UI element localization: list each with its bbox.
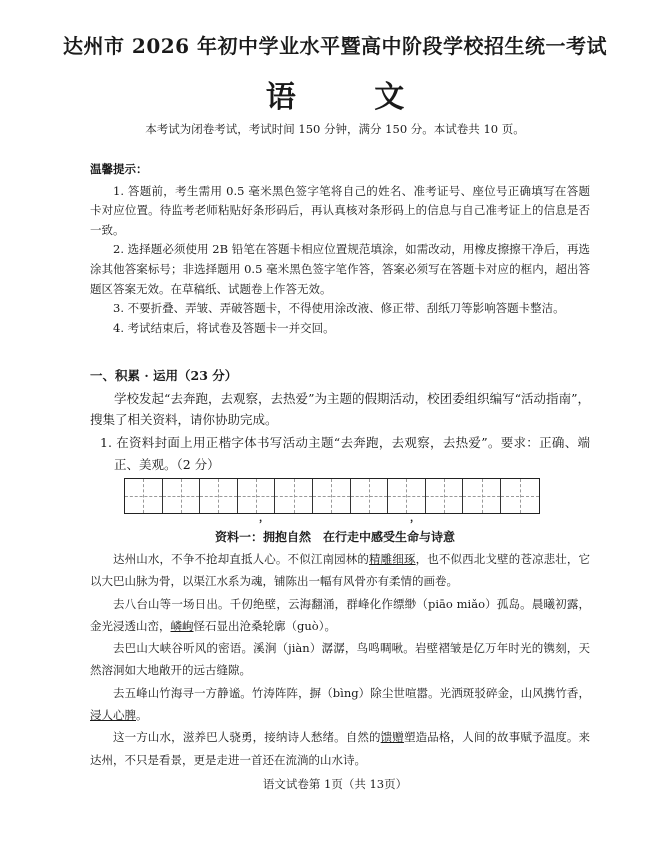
- grid-cell[interactable]: [163, 479, 201, 513]
- underlined-term: 精雕细琢: [369, 552, 416, 566]
- text-run: 去八台山等一场日出。千仞绝壁，云海翻涌，群峰化作缥缈（piāo miǎo）孤岛。晨曦初露，金光浸透山峦，: [90, 596, 590, 633]
- subject-title: 语 文: [265, 80, 439, 115]
- material-paragraph: [90, 726, 590, 771]
- grid-cell[interactable]: [351, 479, 389, 513]
- underlined-term: 馈赠: [380, 730, 404, 745]
- material-body: [90, 548, 590, 771]
- text-run: 塑造品格，人间的故事赋予温度。来达州，不只是看景，更是走进一首还在流淌的山水诗。: [90, 730, 591, 767]
- writing-grid[interactable]: [124, 478, 540, 514]
- question-1: 1. 在资料封面上用正楷字体书写活动主题“去奔跑，去观察，去热爱”。要求：正确、端正、美观。（2 分）: [100, 435, 590, 472]
- text-run: 达州山水，不争不抢却直抵人心。不似江南园林的: [113, 552, 370, 566]
- underlined-term: 嶙峋: [170, 618, 194, 633]
- material-paragraph: [90, 682, 590, 727]
- material-title: 资料一：拥抱自然 在行走中感受生命与诗意: [214, 530, 455, 544]
- grid-cell[interactable]: [238, 479, 276, 513]
- text-run: 这一方山水，滋养巴人骁勇，接纳诗人愁绪。自然的: [113, 730, 381, 745]
- text-run: ，也不似西北戈壁的苍凉悲壮，它以大巴山脉为骨，以渠江水系为魂，铺陈出一幅有风骨亦有柔情的画卷。: [90, 552, 591, 589]
- section-intro: 学校发起“去奔跑，去观察，去热爱”为主题的假期活动，校团委组织编写“活动指南”，搜集了相关资料，请你协助完成。: [90, 391, 590, 427]
- grid-cell[interactable]: [200, 479, 238, 513]
- grid-cell[interactable]: [275, 479, 313, 513]
- grid-cell[interactable]: [426, 479, 464, 513]
- tip-item: 4. 考试结束后，将试卷及答题卡一并交回。: [113, 320, 335, 335]
- tips-heading: 温馨提示：: [90, 162, 148, 176]
- exam-title: 达州市 2026 年初中学业水平暨高中阶段学校招生统一考试: [62, 34, 608, 58]
- grid-comma: ，: [410, 513, 420, 524]
- grid-cell[interactable]: [313, 479, 351, 513]
- section-heading: 一、积累 · 运用（23 分）: [90, 368, 238, 383]
- exam-info: 本考试为闭卷考试，考试时间 150 分钟，满分 150 分。本试卷共 10 页。: [145, 122, 525, 136]
- material-paragraph: [90, 593, 590, 638]
- tip-item: 3. 不要折叠、弄皱、弄破答题卡，不得使用涂改液、修正带、刮纸刀等影响答题卡整洁。: [113, 301, 565, 316]
- text-run: 去五峰山竹海寻一方静谧。竹涛阵阵，摒（bìng）除尘世喧嚣。光洒斑驳碎金，山风携竹香，: [113, 685, 590, 700]
- underlined-term: 浸人心脾: [90, 708, 136, 723]
- tip-item: 1. 答题前，考生需用 0.5 毫米黑色签字笔将自己的姓名、准考证号、座位号正确填写在答题卡对应位置。待监考老师粘贴好条形码后，再认真核对条形码上的信息与自己准考证上的信息是否一致。: [90, 183, 590, 237]
- page-footer: 语文试卷第 1页（共 13页）: [262, 777, 408, 791]
- material-paragraph: [90, 548, 590, 593]
- grid-cell[interactable]: [388, 479, 426, 513]
- grid-cell[interactable]: [501, 479, 539, 513]
- grid-comma: ，: [259, 513, 269, 524]
- text-run: 怪石显出沧桑轮廓（guò）。: [193, 618, 336, 633]
- text-run: 。: [136, 708, 148, 723]
- tips-block: [90, 160, 590, 338]
- grid-cell[interactable]: [463, 479, 501, 513]
- tip-item: 2. 选择题必须使用 2B 铅笔在答题卡相应位置规范填涂，如需改动，用橡皮擦擦干净后，再选涂其他答案标号；非选择题用 0.5 毫米黑色签字笔作答，答案必须写在答题卡对应的框内，超出答题区答案无效。在草稿纸、试题卷上作答无效。: [90, 242, 590, 296]
- material-paragraph: 去巴山大峡谷听风的密语。溪涧（jiàn）潺潺，鸟鸣啁啾。岩壁褶皱是亿万年时光的镌刻，天然溶洞如大地敞开的远古缝隙。: [90, 641, 590, 678]
- grid-cell[interactable]: [125, 479, 163, 513]
